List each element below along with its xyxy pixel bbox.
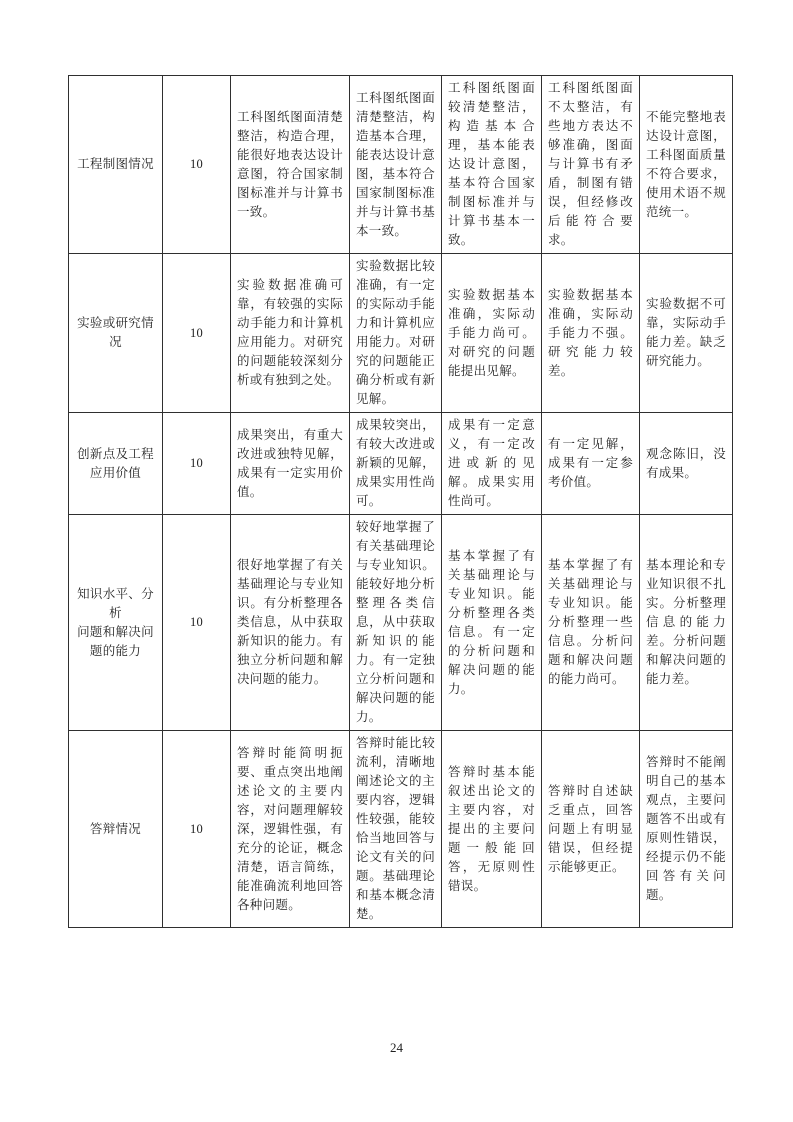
grade-cell: 答辩时基本能叙述出论文的主要内容，对提出的主要问题一般能回答，无原则性错误。	[442, 731, 542, 928]
grade-cell: 实验数据比较准确，有一定的实际动手能力和计算机应用能力。对研究的问题能正确分析或有新见解。	[350, 254, 442, 413]
grade-cell: 基本掌握了有关基础理论与专业知识。能分析整理一些信息。分析问题和解决问题的能力尚可。	[542, 515, 640, 731]
grade-cell: 实验数据不可靠，实际动手能力差。缺乏研究能力。	[640, 254, 733, 413]
grade-cell: 很好地掌握了有关基础理论与专业知识。有分析整理各类信息，从中获取新知识的能力。有独立分析问题和解决问题的能力。	[231, 515, 350, 731]
category-cell	[69, 76, 163, 254]
grade-cell: 成果有一定意义，有一定改进或新的见解。成果实用性尚可。	[442, 413, 542, 515]
category-line: 答辩情况	[89, 821, 142, 836]
grade-cell: 工科图纸图面不太整洁，有些地方表达不够准确，图面与计算书有矛盾，制图有错误，但经修改后能符合要求。	[542, 76, 640, 254]
category-cell	[69, 413, 163, 515]
grade-cell: 工科图纸图面清楚整洁，构造合理，能很好地表达设计意图，符合国家制图标准并与计算书一致。	[231, 76, 350, 254]
category-line: 知识水平、分析	[77, 586, 154, 620]
score-cell: 10	[163, 413, 231, 515]
grade-cell: 成果突出，有重大改进或独特见解，成果有一定实用价值。	[231, 413, 350, 515]
category-cell	[69, 731, 163, 928]
grade-cell: 答辩时不能阐明自己的基本观点，主要问题答不出或有原则性错误，经提示仍不能回答有关问题。	[640, 731, 733, 928]
category-line: 工程制图情况	[77, 157, 154, 171]
category-line: 应用价值	[89, 465, 142, 480]
grade-cell: 实验数据基本准确，实际动手能力不强。研究能力较差。	[542, 254, 640, 413]
grade-cell: 答辩时能比较流利，清晰地阐述论文的主要内容，逻辑性较强，能较恰当地回答与论文有关的问题。基础理论和基本概念清楚。	[350, 731, 442, 928]
score-cell: 10	[163, 254, 231, 413]
category-line: 创新点及工程	[77, 446, 154, 461]
criterion-row-drawing	[69, 76, 733, 254]
score-cell: 10	[163, 731, 231, 928]
grade-cell: 不能完整地表达设计意图，工科图面质量不符合要求，使用术语不规范统一。	[640, 76, 733, 254]
grade-cell: 答辩时自述缺乏重点，回答问题上有明显错误，但经提示能够更正。	[542, 731, 640, 928]
grade-cell: 成果较突出，有较大改进或新颖的见解，成果实用性尚可。	[350, 413, 442, 515]
criterion-row-knowledge	[69, 515, 733, 731]
grade-cell: 较好地掌握了有关基础理论与专业知识。能较好地分析整理各类信息，从中获取新知识的能力。有一定独立分析问题和解决问题的能力。	[350, 515, 442, 731]
category-line: 问题和解决问	[77, 624, 154, 639]
grade-cell: 答辩时能简明扼要、重点突出地阐述论文的主要内容，对问题理解较深，逻辑性强，有充分的论证，概念清楚，语言简练，能准确流利地回答各种问题。	[231, 731, 350, 928]
evaluation-rubric-table	[68, 75, 733, 928]
category-line: 题的能力	[89, 643, 142, 658]
grade-cell: 实验数据基本准确，实际动手能力尚可。对研究的问题能提出见解。	[442, 254, 542, 413]
criterion-row-defense	[69, 731, 733, 928]
page-number: 24	[390, 1040, 403, 1055]
grade-cell: 工科图纸图面较清楚整洁，构造基本合理，基本能表达设计意图，基本符合国家制图标准并与计算书基本一致。	[442, 76, 542, 254]
grade-cell: 观念陈旧，没有成果。	[640, 413, 733, 515]
category-cell	[69, 254, 163, 413]
criterion-row-innovation	[69, 413, 733, 515]
grade-cell: 实验数据准确可靠，有较强的实际动手能力和计算机应用能力。对研究的问题能较深刻分析或有独到之处。	[231, 254, 350, 413]
score-cell: 10	[163, 76, 231, 254]
grade-cell: 基本掌握了有关基础理论与专业知识。能分析整理各类信息。有一定的分析问题和解决问题的能力。	[442, 515, 542, 731]
criterion-row-experiment	[69, 254, 733, 413]
category-cell	[69, 515, 163, 731]
grade-cell: 工科图纸图面清楚整洁，构造基本合理，能表达设计意图，基本符合国家制图标准并与计算书基本一致。	[350, 76, 442, 254]
category-line: 实验或研究情	[77, 316, 154, 330]
category-line: 况	[109, 335, 122, 349]
grade-cell: 基本理论和专业知识很不扎实。分析整理信息的能力差。分析问题和解决问题的能力差。	[640, 515, 733, 731]
score-cell: 10	[163, 515, 231, 731]
grade-cell: 有一定见解，成果有一定参考价值。	[542, 413, 640, 515]
